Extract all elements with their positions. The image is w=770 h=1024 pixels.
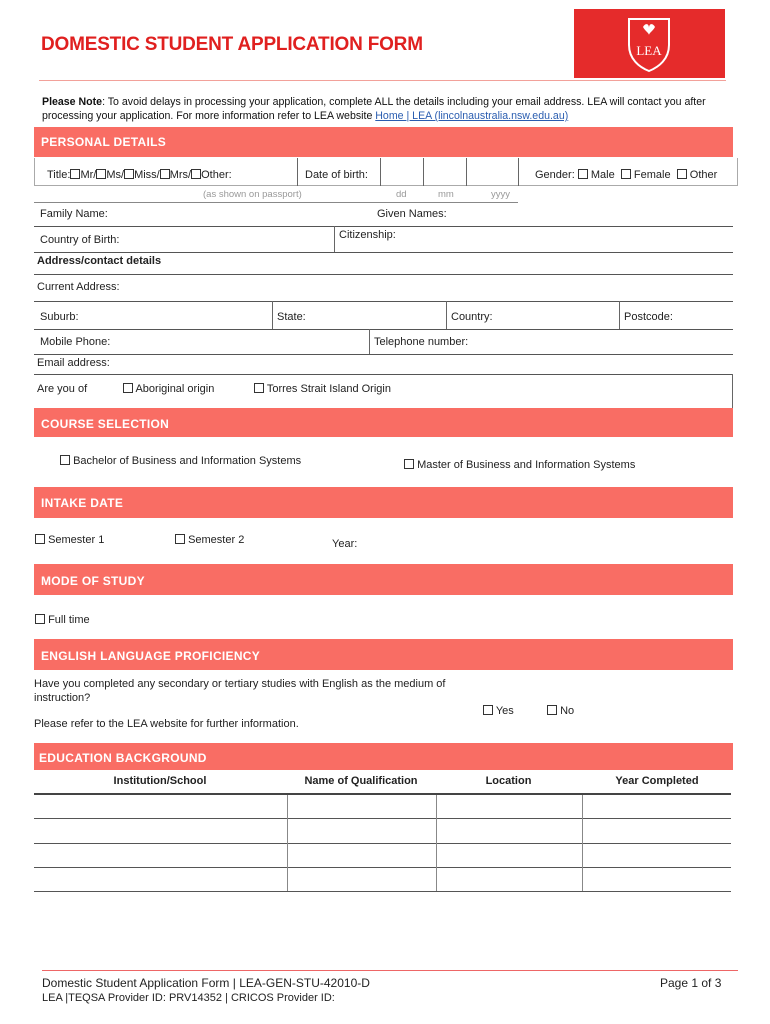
- education-background-heading: EDUCATION BACKGROUND: [34, 743, 733, 770]
- dob-label: Date of birth:: [305, 169, 368, 181]
- lea-logo: [574, 9, 725, 78]
- english-question: Have you completed any secondary or tertiary studies with English as the medium of instruction?: [34, 678, 446, 704]
- semester-2-checkbox[interactable]: [175, 534, 185, 544]
- english-no-checkbox[interactable]: [547, 705, 557, 715]
- title-divider: [39, 80, 726, 81]
- address-heading: Address/contact details: [37, 255, 162, 267]
- table-row: [34, 867, 731, 868]
- title-mr-checkbox[interactable]: [70, 169, 80, 179]
- full-time-checkbox[interactable]: [35, 614, 45, 624]
- full-time-option: Full time: [35, 614, 90, 626]
- semester-1-option: Semester 1: [35, 534, 104, 546]
- gender-other-checkbox[interactable]: [677, 169, 687, 179]
- english-yes-checkbox[interactable]: [483, 705, 493, 715]
- col-qualification: Name of Qualification: [304, 775, 418, 787]
- mobile-phone-label: Mobile Phone:: [40, 336, 111, 348]
- title-ms-checkbox[interactable]: [96, 169, 106, 179]
- please-note: [42, 95, 734, 123]
- title-miss-checkbox[interactable]: [124, 169, 134, 179]
- footer-page-number: Page 1 of 3: [660, 976, 722, 990]
- course-option-bachelor: Bachelor of Business and Information Systems: [60, 455, 301, 467]
- note-label: Please Note: [42, 96, 103, 108]
- family-name-label: Family Name:: [40, 208, 108, 220]
- passport-hint: (as shown on passport): [203, 189, 302, 200]
- bachelor-checkbox[interactable]: [60, 455, 70, 465]
- course-selection-heading: COURSE SELECTION: [34, 408, 733, 437]
- col-year-completed: Year Completed: [615, 775, 699, 787]
- dob-dd-hint: dd: [396, 189, 407, 200]
- semester-1-checkbox[interactable]: [35, 534, 45, 544]
- email-label: Email address:: [37, 357, 110, 369]
- current-address-label: Current Address:: [37, 281, 120, 293]
- aboriginal-checkbox[interactable]: [123, 383, 133, 393]
- dob-yyyy-hint: yyyy: [491, 189, 510, 200]
- torres-strait-checkbox[interactable]: [254, 383, 264, 393]
- state-label: State:: [277, 311, 306, 323]
- col-institution: Institution/School: [113, 775, 207, 787]
- intake-date-heading: INTAKE DATE: [34, 487, 733, 518]
- footer-provider: LEA |TEQSA Provider ID: PRV14352 | CRICOS Provider ID:: [42, 992, 335, 1004]
- table-row: [34, 818, 731, 819]
- title-mrs-checkbox[interactable]: [160, 169, 170, 179]
- postcode-label: Postcode:: [624, 311, 673, 323]
- country-of-birth-label: Country of Birth:: [40, 234, 120, 246]
- semester-2-option: Semester 2: [175, 534, 244, 546]
- course-option-master: Master of Business and Information Systems: [404, 459, 635, 471]
- given-names-label: Given Names:: [377, 208, 447, 220]
- english-yes-option: Yes: [483, 705, 514, 717]
- english-refer-note: Please refer to the LEA website for further information.: [34, 718, 299, 730]
- gender-male-checkbox[interactable]: [578, 169, 588, 179]
- dob-mm-hint: mm: [438, 189, 454, 200]
- table-row: [34, 843, 731, 844]
- footer-form-name: Domestic Student Application Form | LEA-GEN-STU-42010-D: [42, 976, 370, 990]
- table-row: [34, 793, 731, 795]
- lea-website-link[interactable]: Home | LEA (lincolnaustralia.nsw.edu.au): [375, 110, 569, 122]
- logo-text: LEA: [636, 43, 662, 58]
- form-title: DOMESTIC STUDENT APPLICATION FORM: [41, 34, 423, 55]
- crest-icon: [625, 15, 673, 73]
- english-no-option: No: [547, 705, 574, 717]
- country-label: Country:: [451, 311, 493, 323]
- master-checkbox[interactable]: [404, 459, 414, 469]
- torres-strait-option: Torres Strait Island Origin: [254, 383, 391, 395]
- table-row: [34, 891, 731, 892]
- english-proficiency-heading: ENGLISH LANGUAGE PROFICIENCY: [34, 639, 733, 670]
- year-label: Year:: [332, 538, 358, 550]
- mode-of-study-heading: MODE OF STUDY: [34, 564, 733, 595]
- gender-female-checkbox[interactable]: [621, 169, 631, 179]
- footer-divider: [42, 970, 738, 971]
- col-location: Location: [485, 775, 532, 787]
- suburb-label: Suburb:: [40, 311, 79, 323]
- aboriginal-option: Aboriginal origin: [123, 383, 214, 395]
- title-other-checkbox[interactable]: [191, 169, 201, 179]
- note-text: : To avoid delays in processing your application, complete ALL the details including your email address. LEA will contact you after processing your application. For more information refer to LEA website: [42, 96, 706, 122]
- personal-details-heading: PERSONAL DETAILS: [34, 127, 733, 157]
- gender-field: Gender: Male Female Other: [535, 169, 718, 181]
- are-you-of-label: Are you of: [37, 383, 88, 395]
- telephone-label: Telephone number:: [374, 336, 469, 348]
- title-field: Title: Mr/ Ms/ Miss/ Mrs/ Other:: [47, 169, 232, 181]
- citizenship-label: Citizenship:: [339, 229, 396, 241]
